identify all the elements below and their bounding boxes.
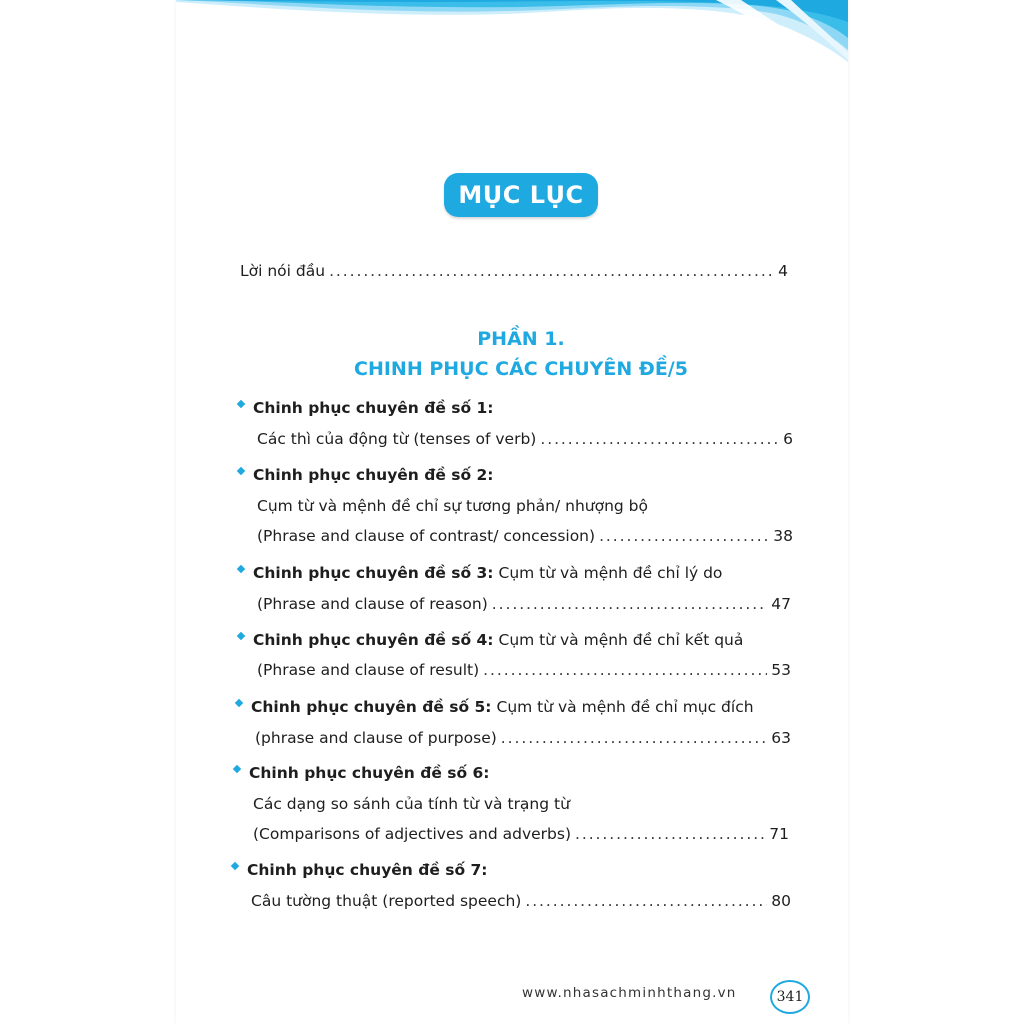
chapter-5-heading-text: Chinh phục chuyên đề số 5: bbox=[251, 698, 492, 716]
chapter-1-page: 6 bbox=[783, 430, 793, 448]
chapter-2-entry bbox=[257, 527, 793, 545]
chapter-4-heading bbox=[238, 631, 743, 649]
diamond-bullet-icon bbox=[237, 400, 245, 408]
chapter-1-title: Các thì của động từ (tenses of verb) bbox=[257, 430, 537, 448]
diamond-bullet-icon bbox=[233, 765, 241, 773]
dot-leader bbox=[483, 661, 767, 679]
chapter-5-page: 63 bbox=[771, 729, 791, 747]
chapter-4-entry bbox=[257, 661, 791, 679]
chapter-6-entry bbox=[253, 825, 789, 843]
chapter-4-title: Cụm từ và mệnh đề chỉ kết quả bbox=[498, 631, 744, 649]
chapter-5-title: Cụm từ và mệnh đề chỉ mục đích bbox=[496, 698, 754, 716]
chapter-7-page: 80 bbox=[771, 892, 791, 910]
book-page bbox=[176, 0, 848, 1024]
chapter-6-title-line1: Các dạng so sánh của tính từ và trạng từ bbox=[253, 795, 570, 813]
chapter-4-page: 53 bbox=[771, 661, 791, 679]
preface-label: Lời nói đầu bbox=[240, 262, 326, 280]
decorative-wave-header bbox=[176, 0, 848, 80]
dot-leader bbox=[540, 430, 779, 448]
preface-entry bbox=[240, 262, 788, 280]
diamond-bullet-icon bbox=[237, 632, 245, 640]
diamond-bullet-icon bbox=[235, 699, 243, 707]
dot-leader bbox=[492, 595, 767, 613]
diamond-bullet-icon bbox=[237, 565, 245, 573]
chapter-1-entry bbox=[257, 430, 793, 448]
chapter-1-heading-text: Chinh phục chuyên đề số 1: bbox=[253, 399, 494, 417]
preface-page: 4 bbox=[778, 262, 788, 280]
chapter-3-entry bbox=[257, 595, 791, 613]
chapter-3-heading bbox=[238, 564, 722, 582]
chapter-2-page: 38 bbox=[773, 527, 793, 545]
chapter-7-heading bbox=[232, 861, 488, 879]
dot-leader bbox=[525, 892, 767, 910]
chapter-7-heading-text: Chinh phục chuyên đề số 7: bbox=[247, 861, 488, 879]
chapter-6-page: 71 bbox=[769, 825, 789, 843]
table-of-contents-title: MỤC LỤC bbox=[444, 173, 598, 217]
diamond-bullet-icon bbox=[237, 467, 245, 475]
chapter-6-title-line2: (Comparisons of adjectives and adverbs) bbox=[253, 825, 571, 843]
chapter-3-heading-text: Chinh phục chuyên đề số 3: bbox=[253, 564, 494, 582]
dot-leader bbox=[575, 825, 765, 843]
chapter-3-title: Cụm từ và mệnh đề chỉ lý do bbox=[498, 564, 723, 582]
chapter-6-heading bbox=[234, 764, 490, 782]
chapter-5-entry bbox=[255, 729, 791, 747]
chapter-7-entry bbox=[251, 892, 791, 910]
dot-leader bbox=[599, 527, 769, 545]
dot-leader bbox=[501, 729, 767, 747]
chapter-4-subtitle: (Phrase and clause of result) bbox=[257, 661, 480, 679]
chapter-5-heading bbox=[236, 698, 754, 716]
chapter-1-heading bbox=[238, 399, 494, 417]
chapter-7-title: Câu tường thuật (reported speech) bbox=[251, 892, 522, 910]
part-title-line1: PHẦN 1. bbox=[477, 328, 565, 350]
chapter-2-heading-text: Chinh phục chuyên đề số 2: bbox=[253, 466, 494, 484]
chapter-2-title-line1: Cụm từ và mệnh đề chỉ sự tương phản/ nhượng bộ bbox=[257, 497, 648, 515]
part-title-line2: CHINH PHỤC CÁC CHUYÊN ĐỀ/5 bbox=[354, 358, 688, 380]
publisher-website: www.nhasachminhthang.vn bbox=[522, 985, 737, 1001]
chapter-6-heading-text: Chinh phục chuyên đề số 6: bbox=[249, 764, 490, 782]
dot-leader bbox=[329, 262, 774, 280]
chapter-5-subtitle: (phrase and clause of purpose) bbox=[255, 729, 497, 747]
chapter-2-heading bbox=[238, 466, 494, 484]
chapter-3-subtitle: (Phrase and clause of reason) bbox=[257, 595, 488, 613]
diamond-bullet-icon bbox=[231, 862, 239, 870]
chapter-2-title-line2: (Phrase and clause of contrast/ concession) bbox=[257, 527, 596, 545]
chapter-3-page: 47 bbox=[771, 595, 791, 613]
chapter-4-heading-text: Chinh phục chuyên đề số 4: bbox=[253, 631, 494, 649]
page-number: 341 bbox=[770, 980, 810, 1014]
